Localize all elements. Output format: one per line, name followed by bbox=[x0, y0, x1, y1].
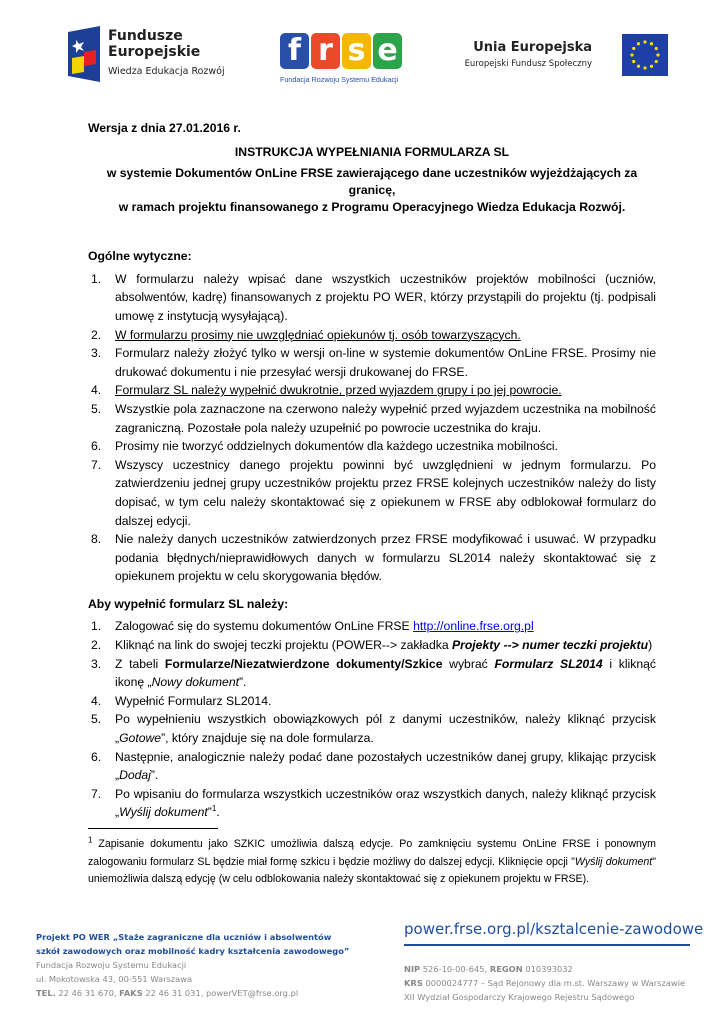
footer-url[interactable]: power.frse.org.pl/ksztalcenie-zawodowe bbox=[404, 920, 704, 938]
footer-contact bbox=[36, 986, 349, 1000]
eu-star bbox=[632, 60, 635, 63]
list-number: 5. bbox=[91, 712, 102, 727]
eu-star bbox=[656, 53, 659, 56]
text-segment: Wszyscy uczestnicy danego projektu powinni być uwzględnieni w jednym formularzu. Po zatwierdzeniu jednej grupy uczestników projektu przez FRSE kolejnych uczestników należy do listy dopisać, w tym celu należy skontaktować się z opiekunem w FRSE aby odblokował formularz do dalszej edycji. bbox=[115, 457, 656, 528]
text-segment: Nowy dokument bbox=[151, 675, 239, 690]
footer-rule bbox=[404, 944, 690, 946]
tel-label: TEL. bbox=[36, 988, 56, 998]
text-segment: Gotowe bbox=[119, 731, 162, 746]
list-number: 2. bbox=[91, 327, 102, 342]
eu-star bbox=[643, 66, 646, 69]
list-item bbox=[88, 437, 656, 456]
eu-star bbox=[643, 40, 646, 43]
footer-nip bbox=[404, 962, 690, 976]
frse-letter: f bbox=[280, 33, 309, 69]
fe-logo bbox=[66, 26, 226, 84]
regon-label: REGON bbox=[489, 964, 523, 974]
eu-flag-icon bbox=[622, 34, 668, 76]
text-segment: . bbox=[216, 805, 220, 820]
list-item bbox=[88, 456, 656, 530]
text-segment: Kliknąć na link do swojej teczki projektu (POWER--> zakładka bbox=[115, 638, 452, 653]
general-guidelines-list bbox=[88, 270, 656, 586]
text-segment: ) bbox=[648, 638, 653, 653]
text-segment: Po wypełnieniu wszystkich obowiązkowych pól z danymi uczestników, należy kliknąć przycisk „ bbox=[115, 712, 656, 746]
section-how-to-fill: Aby wypełnić formularz SL należy: bbox=[88, 596, 289, 611]
text-segment: Po wpisaniu do formularza wszystkich uczestników oraz wszystkich danych, należy kliknąć przycisk „ bbox=[115, 786, 656, 820]
eu-logo-line2: Europejski Fundusz Społeczny bbox=[464, 59, 592, 69]
list-number: 3. bbox=[91, 346, 102, 361]
eu-star bbox=[655, 47, 658, 50]
footer-krs bbox=[404, 976, 690, 990]
subtitle-2: w ramach projektu finansowanego z Programu Operacyjnego Wiedza Edukacja Rozwój. bbox=[118, 200, 626, 215]
list-number: 1. bbox=[91, 619, 102, 634]
text-segment: Następnie, analogicznie należy podać dane pozostałych uczestników danej grupy, klikając przycisk „ bbox=[115, 749, 656, 783]
document-body bbox=[88, 119, 656, 822]
eu-star bbox=[650, 42, 653, 45]
footer-project-line2: szkół zawodowych oraz mobilność kadry kształcenia zawodowego” bbox=[36, 946, 350, 956]
text-segment: wybrać bbox=[442, 656, 495, 671]
eu-logo-line1: Unia Europejska bbox=[473, 40, 592, 55]
eu-logo bbox=[462, 34, 668, 80]
steps-list bbox=[88, 617, 656, 822]
list-number: 8. bbox=[91, 532, 102, 547]
list-item bbox=[88, 636, 656, 655]
krs-label: KRS bbox=[404, 978, 423, 988]
list-item bbox=[88, 655, 656, 692]
list-item bbox=[88, 344, 656, 381]
text-segment: ”. bbox=[150, 768, 159, 783]
text-segment: Formularz SL należy wypełnić dwukrotnie, przed wyjazdem grupy i po jej powrocie. bbox=[115, 383, 562, 398]
tel: 22 46 31 670, bbox=[58, 988, 117, 998]
list-number: 6. bbox=[91, 749, 102, 764]
text-segment: Prosimy nie tworzyć oddzielnych dokumentów dla każdego uczestnika mobilności. bbox=[115, 439, 559, 454]
text-segment: W formularzu prosimy nie uwzględniać opiekunów tj. osób towarzyszących. bbox=[115, 327, 521, 342]
list-number: 4. bbox=[91, 693, 102, 708]
list-item bbox=[88, 692, 656, 711]
footer-project-line1: Projekt PO WER „Staże zagraniczne dla uczniów i absolwentów bbox=[36, 932, 332, 942]
frse-logo bbox=[280, 33, 410, 89]
footnote bbox=[88, 836, 656, 889]
text-segment: ” bbox=[207, 805, 212, 820]
section-general-guidelines: Ogólne wytyczne: bbox=[88, 249, 192, 264]
document-title: INSTRUKCJA WYPEŁNIANIA FORMULARZA SL bbox=[234, 144, 510, 159]
fe-logo-line1: Fundusze bbox=[108, 28, 183, 44]
text-segment: Dodaj bbox=[119, 768, 151, 783]
list-number: 2. bbox=[91, 638, 102, 653]
fax-label: FAKS bbox=[119, 988, 143, 998]
krs: 0000024777 – Sąd Rejonowy dla m.st. Warszawy w Warszawie bbox=[425, 978, 686, 988]
nip-label: NIP bbox=[404, 964, 421, 974]
frse-letter: r bbox=[311, 33, 340, 69]
list-item bbox=[88, 748, 656, 785]
text-segment: Wyślij dokument bbox=[119, 805, 208, 820]
eu-star bbox=[655, 60, 658, 63]
text-segment: Formularz należy złożyć tylko w wersji on-line w systemie dokumentów OnLine FRSE. Prosimy nie drukować dokumentu i nie przesyłać wersji drukowanej do FRSE. bbox=[115, 346, 656, 379]
eu-star bbox=[632, 47, 635, 50]
list-item bbox=[88, 270, 656, 326]
footnote-marker: 1 bbox=[88, 835, 93, 845]
text-segment: " uniemożliwia dalszą edycję (w celu odblokowania należy skontaktować się z opiekunem projektu w FRSE). bbox=[88, 855, 656, 885]
frse-letter: e bbox=[373, 33, 402, 69]
link-online-frse[interactable]: http://online.frse.org.pl bbox=[413, 619, 534, 634]
text-segment: ”. bbox=[238, 675, 247, 690]
fe-flag-icon bbox=[66, 26, 100, 82]
footnote-separator bbox=[88, 828, 218, 829]
eu-star bbox=[650, 65, 653, 68]
footer-court: XII Wydział Gospodarczy Krajowego Rejestru Sądowego bbox=[404, 992, 635, 1002]
list-number: 6. bbox=[91, 439, 102, 454]
footer-org: Fundacja Rozwoju Systemu Edukacji bbox=[36, 960, 187, 970]
footer-address: ul. Mokotowska 43, 00-551 Warszawa bbox=[36, 974, 193, 984]
list-item bbox=[88, 400, 656, 437]
list-number: 1. bbox=[91, 271, 102, 286]
version-line: Wersja z dnia 27.01.2016 r. bbox=[88, 121, 241, 135]
text-segment: W formularzu należy wpisać dane wszystkich uczestników projektów mobilności (uczniów, absolwentów, kadrę) finansowanych z projektu PO WER, którzy przystąpili do projektu (tj. podpisali umowę z instytucją wysyłającą). bbox=[115, 271, 656, 323]
text-segment: Wyślij dokument bbox=[574, 855, 653, 868]
list-item bbox=[88, 617, 656, 636]
eu-star bbox=[637, 42, 640, 45]
text-segment: Wszystkie pola zaznaczone na czerwono należy wypełnić przed wyjazdem uczestnika na mobilność zagraniczną. Pozostałe pola należy uzupełnić po powrocie uczestnika do kraju. bbox=[115, 401, 656, 435]
fax-email: 22 46 31 031, powerVET@frse.org.pl bbox=[145, 988, 299, 998]
list-item bbox=[88, 381, 656, 400]
list-number: 7. bbox=[91, 457, 102, 472]
list-number: 5. bbox=[91, 401, 102, 416]
list-item bbox=[88, 710, 656, 747]
footnote-marker: 1 bbox=[211, 804, 217, 814]
text-segment: Formularze/Niezatwierdzone dokumenty/Szkice bbox=[164, 656, 443, 671]
list-item bbox=[88, 785, 656, 822]
regon: 010393032 bbox=[525, 964, 573, 974]
eu-star bbox=[630, 53, 633, 56]
text-segment: Formularz SL2014 bbox=[494, 656, 603, 671]
nip: 526-10-00-645, bbox=[422, 964, 488, 974]
text-segment: Zalogować się do systemu dokumentów OnLine FRSE bbox=[115, 619, 414, 634]
list-number: 3. bbox=[91, 656, 102, 671]
fe-logo-line3: Wiedza Edukacja Rozwój bbox=[108, 66, 225, 77]
eu-star bbox=[637, 65, 640, 68]
footer-right bbox=[404, 918, 704, 1004]
text-segment: Z tabeli bbox=[115, 656, 165, 671]
text-segment: Nie należy danych uczestników zatwierdzonych przez FRSE modyfikować i usuwać. W przypadku podania błędnych/nieprawidłowych danych w formularzu SL2014 należy skontaktować się z opiekunem projektu w celu skorygowania błędów. bbox=[115, 532, 656, 584]
frse-caption: Fundacja Rozwoju Systemu Edukacji bbox=[280, 75, 399, 84]
text-segment: i kliknąć ikonę „ bbox=[115, 656, 656, 690]
footer-left bbox=[36, 930, 349, 1000]
text-segment: Wypełnić Formularz SL2014. bbox=[115, 693, 272, 708]
text-segment: Zapisanie dokumentu jako SZKIC umożliwia dalszą edycje. Po zamknięciu systemu OnLine FRSE i ponownym zalogowaniu formularz SL będzie miał formę szkicu i będzie możliwy do dalszej edycji. Kliknięcie opcji " bbox=[88, 838, 656, 868]
text-segment: Projekty --> numer teczki projektu bbox=[451, 638, 649, 653]
fe-logo-line2: Europejskie bbox=[108, 44, 201, 60]
subtitle-1: w systemie Dokumentów OnLine FRSE zawierającego dane uczestników wyjeżdżających za granicę, bbox=[106, 166, 638, 198]
list-number: 7. bbox=[91, 786, 102, 801]
text-segment: ”, który znajduje się na dole formularza. bbox=[161, 731, 374, 746]
list-item bbox=[88, 530, 656, 586]
list-item bbox=[88, 326, 656, 345]
list-number: 4. bbox=[91, 383, 102, 398]
frse-letter: s bbox=[342, 33, 371, 69]
